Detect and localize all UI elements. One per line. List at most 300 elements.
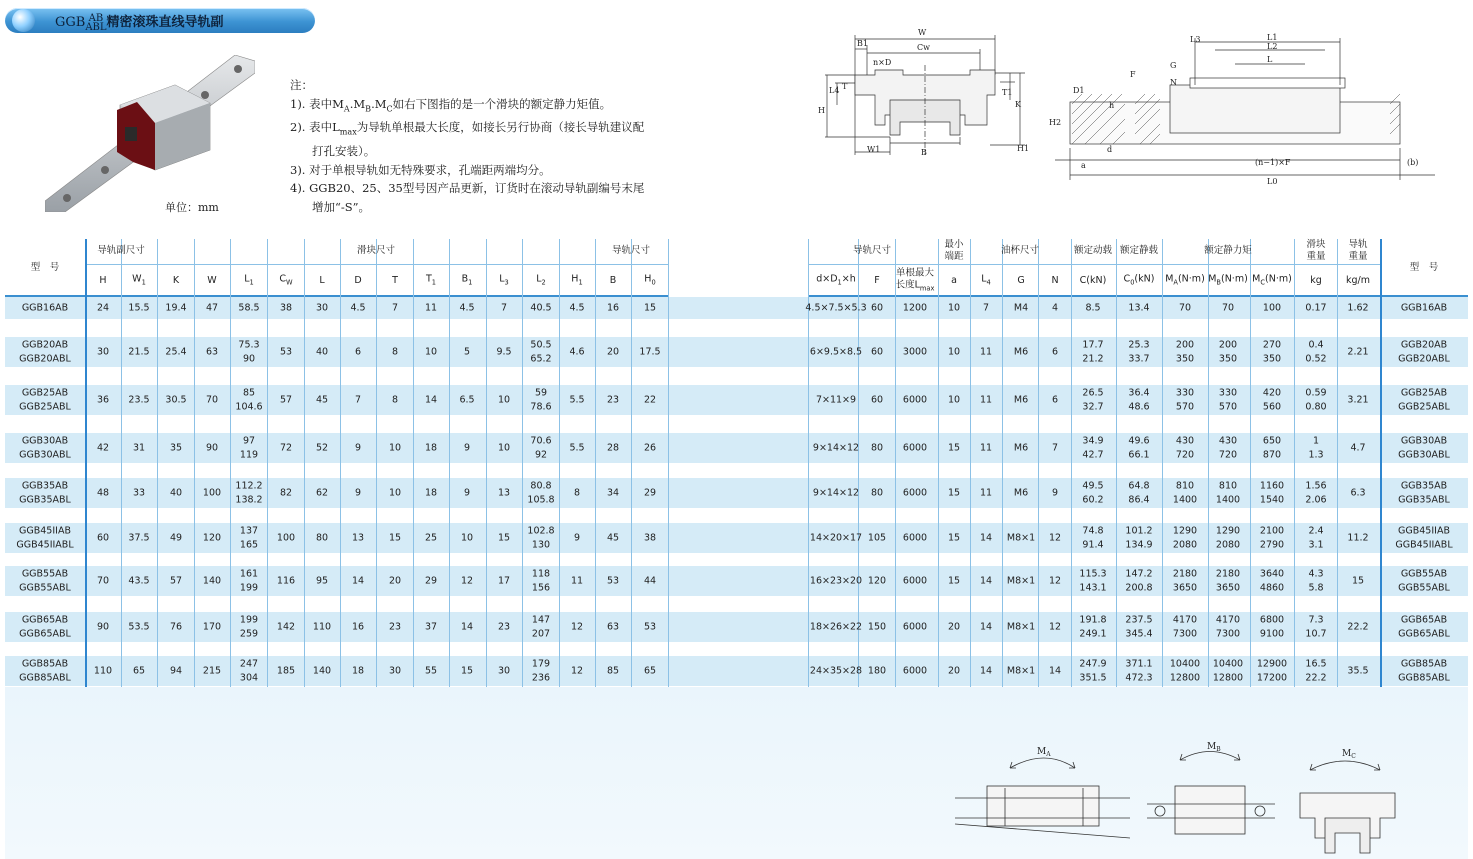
- table-cell-h: 90: [96, 621, 110, 633]
- notes-heading: 注：: [290, 78, 313, 92]
- header-static-load: 额定静载: [1119, 245, 1159, 256]
- table-cell-model_r: GGB35AB GGB35ABL: [1398, 480, 1450, 505]
- table-cell-a: 15: [947, 532, 961, 544]
- table-cell-l4: 14: [979, 665, 993, 677]
- table-cell-mc: 420 560: [1262, 387, 1282, 412]
- table-cell-model: GGB30AB GGB30ABL: [19, 435, 71, 460]
- table-cell-dd: 16×23×20: [809, 575, 863, 587]
- table-cell-model_r: GGB65AB GGB65ABL: [1398, 614, 1450, 639]
- cross-section-drawing: [815, 25, 1035, 165]
- table-cell-l4: 14: [979, 575, 993, 587]
- table-row-band: [5, 523, 1468, 553]
- table-cell-lmax: 6000: [902, 487, 928, 499]
- table-cell-k: 57: [169, 575, 183, 587]
- column-header-c0: $C_0(kN)$: [1123, 273, 1155, 287]
- table-cell-cw: 72: [279, 442, 293, 454]
- table-cell-b1: 6.5: [459, 394, 475, 406]
- table-cell-mb: 1290 2080: [1215, 525, 1241, 550]
- column-header-d: D: [354, 275, 362, 286]
- table-cell-cw: 82: [279, 487, 293, 499]
- table-cell-mb: 70: [1221, 302, 1235, 314]
- table-cell-t: 15: [388, 532, 402, 544]
- table-cell-a: 10: [947, 394, 961, 406]
- table-cell-kg: 1 1.3: [1308, 435, 1324, 460]
- table-cell-l2: 59 78.6: [530, 387, 552, 412]
- table-cell-l2: 118 156: [531, 568, 551, 593]
- table-cell-cw: 38: [279, 302, 293, 314]
- table-cell-w1: 33: [132, 487, 146, 499]
- drawing-label-t1: T1: [1002, 88, 1013, 97]
- table-cell-lmax: 3000: [902, 346, 928, 358]
- table-column-rule: [668, 239, 669, 687]
- table-cell-c: 26.5 32.7: [1082, 387, 1104, 412]
- table-cell-b1: 5: [463, 346, 471, 358]
- table-cell-n: 6: [1051, 346, 1059, 358]
- table-cell-l1: 199 259: [239, 614, 259, 639]
- table-cell-kg: 7.3 10.7: [1305, 614, 1327, 639]
- table-cell-h0: 26: [643, 442, 657, 454]
- table-cell-h0: 38: [643, 532, 657, 544]
- table-cell-a: 10: [947, 302, 961, 314]
- table-cell-ma: 200 350: [1175, 339, 1195, 364]
- table-cell-l: 52: [315, 442, 329, 454]
- table-cell-c0: 13.4: [1128, 302, 1150, 314]
- header-min-end: 最小 端距: [944, 239, 964, 262]
- table-cell-l1: 75.3 90: [238, 339, 260, 364]
- table-cell-h0: 15: [643, 302, 657, 314]
- table-cell-l: 80: [315, 532, 329, 544]
- table-cell-kg: 2.4 3.1: [1308, 525, 1324, 550]
- table-cell-dd: 9×14×12: [812, 487, 860, 499]
- header-block: 滑块尺寸: [356, 245, 396, 256]
- table-row-band: [5, 297, 1468, 319]
- drawing-label-cw: Cw: [917, 43, 930, 52]
- table-cell-h1: 11: [570, 575, 584, 587]
- notes-block: [290, 76, 670, 216]
- table-cell-c: 49.5 60.2: [1082, 480, 1104, 505]
- table-cell-kg: 0.4 0.52: [1305, 339, 1327, 364]
- drawing-label-b1: B1: [857, 39, 868, 48]
- column-header-b1: $B_1$: [461, 273, 473, 287]
- table-cell-h0: 65: [643, 665, 657, 677]
- column-header-w1: $W_1$: [132, 273, 146, 287]
- table-cell-w: 215: [202, 665, 222, 677]
- column-header-t: T: [392, 275, 398, 286]
- drawing-label-w: W: [918, 28, 927, 37]
- column-header-l2: $L_2$: [536, 273, 546, 287]
- table-column-rule: [85, 239, 87, 687]
- table-cell-ma: 330 570: [1175, 387, 1195, 412]
- table-cell-mc: 6800 9100: [1259, 614, 1285, 639]
- table-cell-n: 12: [1048, 621, 1062, 633]
- column-header-dxd1xh: $d\times D_1\times h$: [816, 273, 856, 287]
- table-cell-lmax: 1200: [902, 302, 928, 314]
- table-cell-model: GGB25AB GGB25ABL: [19, 387, 71, 412]
- table-column-rule: [449, 239, 450, 687]
- table-cell-h: 24: [96, 302, 110, 314]
- column-header-ma: $M_A(N\cdot m)$: [1165, 273, 1205, 287]
- table-cell-d: 16: [351, 621, 365, 633]
- drawing-label-nxd: n×D: [873, 58, 892, 67]
- table-cell-c: 17.7 21.2: [1082, 339, 1104, 364]
- header-rail-2: 导轨尺寸: [852, 245, 892, 256]
- table-cell-h0: 44: [643, 575, 657, 587]
- table-cell-w1: 43.5: [128, 575, 150, 587]
- table-cell-b: 85: [606, 665, 620, 677]
- table-cell-f: 80: [870, 442, 884, 454]
- table-cell-ma: 4170 7300: [1172, 614, 1198, 639]
- table-column-rule: [1337, 239, 1338, 687]
- title-prefix: GGB: [55, 15, 86, 30]
- table-cell-k: 30.5: [165, 394, 187, 406]
- table-cell-c0: 49.6 66.1: [1128, 435, 1150, 460]
- table-cell-lmax: 6000: [902, 575, 928, 587]
- table-cell-lmax: 6000: [902, 442, 928, 454]
- table-column-rule: [413, 239, 414, 687]
- table-cell-lmax: 6000: [902, 621, 928, 633]
- table-cell-t1: 18: [424, 487, 438, 499]
- table-cell-w1: 23.5: [128, 394, 150, 406]
- table-cell-lmax: 6000: [902, 394, 928, 406]
- table-cell-mb: 4170 7300: [1215, 614, 1241, 639]
- table-cell-ma: 70: [1178, 302, 1192, 314]
- table-cell-t1: 37: [424, 621, 438, 633]
- header-model: 型 号: [30, 262, 60, 273]
- table-cell-f: 60: [870, 346, 884, 358]
- table-cell-mc: 12900 17200: [1256, 658, 1288, 683]
- table-cell-dd: 14×20×17: [809, 532, 863, 544]
- table-cell-kgm: 15: [1351, 575, 1365, 587]
- table-cell-ma: 10400 12800: [1169, 658, 1201, 683]
- table-cell-b: 34: [606, 487, 620, 499]
- table-cell-w: 63: [205, 346, 219, 358]
- drawing-label-h2: H2: [1049, 118, 1062, 127]
- table-cell-g: M6: [1013, 487, 1029, 499]
- table-cell-f: 120: [867, 575, 887, 587]
- table-cell-h1: 4.5: [569, 302, 585, 314]
- header-block-weight: 滑块 重量: [1306, 239, 1326, 262]
- table-cell-l4: 14: [979, 621, 993, 633]
- table-cell-c: 191.8 249.1: [1079, 614, 1107, 639]
- table-cell-kg: 0.59 0.80: [1305, 387, 1327, 412]
- table-cell-model: GGB16AB: [21, 302, 69, 314]
- table-cell-h: 36: [96, 394, 110, 406]
- table-cell-l2: 147 207: [531, 614, 551, 639]
- column-header-a: a: [951, 275, 957, 286]
- table-cell-h1: 9: [573, 532, 581, 544]
- table-cell-t: 10: [388, 442, 402, 454]
- table-cell-b: 23: [606, 394, 620, 406]
- drawing-label-h-small: h: [1109, 101, 1115, 110]
- table-cell-b1: 14: [460, 621, 474, 633]
- table-cell-g: M6: [1013, 346, 1029, 358]
- table-cell-dd: 4.5×7.5×5.3: [805, 302, 867, 314]
- table-cell-l1: 161 199: [239, 568, 259, 593]
- table-cell-c0: 101.2 134.9: [1125, 525, 1153, 550]
- table-cell-l4: 11: [979, 394, 993, 406]
- table-row-band: [5, 612, 1468, 642]
- unit-label: 单位：mm: [165, 201, 219, 214]
- table-cell-f: 80: [870, 487, 884, 499]
- table-cell-l1: 137 165: [239, 525, 259, 550]
- table-cell-a: 20: [947, 665, 961, 677]
- column-header-g: G: [1017, 275, 1025, 286]
- moment-mc-label: $M_C$: [1342, 749, 1356, 760]
- title-suffix-bottom: ABL: [85, 21, 107, 33]
- table-cell-l2: 40.5: [530, 302, 552, 314]
- table-cell-h1: 5.5: [569, 442, 585, 454]
- table-cell-b: 53: [606, 575, 620, 587]
- note-3: 3). 对于单根导轨如无特殊要求，孔端距两端均分。: [290, 162, 551, 177]
- drawing-label-l4: L4: [829, 86, 840, 95]
- table-cell-b: 45: [606, 532, 620, 544]
- header-dynamic-load: 额定动载: [1073, 245, 1113, 256]
- table-column-rule: [376, 239, 377, 687]
- table-cell-c0: 36.4 48.6: [1128, 387, 1150, 412]
- table-cell-mb: 810 1400: [1215, 480, 1241, 505]
- table-cell-mb: 330 570: [1218, 387, 1238, 412]
- table-cell-l3: 15: [497, 532, 511, 544]
- column-header-f: F: [874, 275, 880, 286]
- table-cell-l1: 58.5: [238, 302, 260, 314]
- column-header-cw: $C_W$: [279, 273, 293, 287]
- table-cell-c: 247.9 351.5: [1079, 658, 1107, 683]
- table-row-band: [5, 337, 1468, 367]
- table-cell-f: 180: [867, 665, 887, 677]
- table-cell-mc: 3640 4860: [1259, 568, 1285, 593]
- table-cell-w: 120: [202, 532, 222, 544]
- table-cell-b1: 15: [460, 665, 474, 677]
- table-cell-g: M8×1: [1006, 621, 1036, 633]
- table-column-rule: [938, 239, 939, 687]
- table-cell-l2: 70.6 92: [530, 435, 552, 460]
- drawing-label-d1: D1: [1073, 86, 1085, 95]
- moment-mc-diagram: [1300, 761, 1395, 853]
- table-cell-c: 74.8 91.4: [1082, 525, 1104, 550]
- table-cell-mc: 1160 1540: [1259, 480, 1285, 505]
- table-cell-mb: 2180 3650: [1215, 568, 1241, 593]
- table-cell-model_r: GGB85AB GGB85ABL: [1398, 658, 1450, 683]
- table-cell-d: 14: [351, 575, 365, 587]
- table-cell-model: GGB55AB GGB55ABL: [19, 568, 71, 593]
- table-cell-d: 9: [354, 442, 362, 454]
- table-cell-k: 25.4: [165, 346, 187, 358]
- table-cell-c0: 25.3 33.7: [1128, 339, 1150, 364]
- table-cell-ma: 430 720: [1175, 435, 1195, 460]
- table-cell-t: 23: [388, 621, 402, 633]
- table-cell-c: 115.3 143.1: [1079, 568, 1107, 593]
- column-header-kg: kg: [1310, 275, 1322, 286]
- drawing-label-h1: H1: [1017, 144, 1030, 153]
- table-cell-model_r: GGB55AB GGB55ABL: [1398, 568, 1450, 593]
- table-cell-l: 45: [315, 394, 329, 406]
- table-cell-g: M6: [1013, 442, 1029, 454]
- table-cell-h: 70: [96, 575, 110, 587]
- table-cell-t: 20: [388, 575, 402, 587]
- note-4: 4). GGB20、25、35型号因产品更新，订货时在滚动导轨副编号末尾: [290, 181, 645, 196]
- column-header-b: B: [609, 275, 617, 286]
- table-cell-ma: 810 1400: [1172, 480, 1198, 505]
- table-cell-kgm: 4.7: [1350, 442, 1366, 454]
- table-column-rule: [1250, 239, 1251, 687]
- table-cell-h: 60: [96, 532, 110, 544]
- table-cell-mb: 10400 12800: [1212, 658, 1244, 683]
- table-cell-dd: 9×14×12: [812, 442, 860, 454]
- column-header-mb: $M_B(N\cdot m)$: [1208, 273, 1248, 287]
- table-cell-d: 4.5: [350, 302, 366, 314]
- table-cell-model_r: GGB16AB: [1400, 302, 1448, 314]
- table-cell-mc: 100: [1262, 302, 1282, 314]
- drawing-label-t: T: [842, 82, 848, 91]
- table-column-rule: [1002, 239, 1003, 687]
- table-column-rule: [230, 239, 231, 687]
- table-cell-w: 140: [202, 575, 222, 587]
- moment-mb-label: $M_B$: [1207, 742, 1221, 753]
- drawing-label-nf: (n−1)×F: [1255, 158, 1291, 167]
- table-cell-t1: 11: [424, 302, 438, 314]
- table-cell-l: 110: [312, 621, 332, 633]
- header-bottom-rule: [808, 295, 1468, 297]
- table-cell-l3: 23: [497, 621, 511, 633]
- table-cell-h: 48: [96, 487, 110, 499]
- table-cell-ma: 1290 2080: [1172, 525, 1198, 550]
- table-cell-dd: 7×11×9: [815, 394, 857, 406]
- table-cell-t1: 55: [424, 665, 438, 677]
- moment-diagrams: [955, 738, 1415, 856]
- table-cell-h1: 8: [573, 487, 581, 499]
- table-cell-f: 60: [870, 302, 884, 314]
- table-column-rule: [1294, 239, 1295, 687]
- table-cell-cw: 100: [276, 532, 296, 544]
- table-cell-k: 94: [169, 665, 183, 677]
- drawing-label-a: a: [1081, 161, 1086, 170]
- table-cell-g: M8×1: [1006, 665, 1036, 677]
- table-cell-t1: 18: [424, 442, 438, 454]
- page-title: [55, 11, 224, 32]
- table-cell-k: 76: [169, 621, 183, 633]
- table-cell-a: 15: [947, 487, 961, 499]
- table-cell-l2: 179 236: [531, 658, 551, 683]
- table-cell-a: 20: [947, 621, 961, 633]
- table-cell-g: M8×1: [1006, 575, 1036, 587]
- table-cell-t: 8: [391, 394, 399, 406]
- table-cell-d: 9: [354, 487, 362, 499]
- table-cell-ma: 2180 3650: [1172, 568, 1198, 593]
- table-cell-l3: 7: [500, 302, 508, 314]
- table-cell-kgm: 6.3: [1350, 487, 1366, 499]
- table-column-rule: [1038, 239, 1039, 687]
- table-cell-d: 7: [354, 394, 362, 406]
- table-cell-b: 16: [606, 302, 620, 314]
- column-header-l1: $L_1$: [244, 273, 254, 287]
- table-cell-b: 63: [606, 621, 620, 633]
- table-cell-model_r: GGB20AB GGB20ABL: [1398, 339, 1450, 364]
- table-cell-t1: 25: [424, 532, 438, 544]
- table-row-band: [5, 656, 1468, 686]
- table-column-rule: [1208, 239, 1209, 687]
- table-cell-l4: 11: [979, 346, 993, 358]
- table-cell-mc: 2100 2790: [1259, 525, 1285, 550]
- drawing-label-n: N: [1170, 78, 1177, 87]
- drawing-label-l: L: [1267, 55, 1273, 64]
- table-cell-kgm: 22.2: [1347, 621, 1369, 633]
- header-rail-pair: 导轨副尺寸: [97, 245, 145, 256]
- table-cell-c: 8.5: [1085, 302, 1101, 314]
- table-cell-g: M6: [1013, 394, 1029, 406]
- table-cell-model: GGB20AB GGB20ABL: [19, 339, 71, 364]
- table-cell-kg: 1.56 2.06: [1305, 480, 1327, 505]
- table-row-band: [5, 433, 1468, 463]
- table-cell-c0: 371.1 472.3: [1125, 658, 1153, 683]
- table-cell-d: 18: [351, 665, 365, 677]
- table-column-rule: [1071, 239, 1072, 687]
- table-cell-cw: 185: [276, 665, 296, 677]
- drawing-label-b: B: [921, 148, 927, 157]
- table-cell-kgm: 11.2: [1347, 532, 1369, 544]
- table-cell-n: 4: [1051, 302, 1059, 314]
- table-cell-a: 10: [947, 346, 961, 358]
- table-column-rule: [522, 239, 523, 687]
- table-cell-h: 110: [93, 665, 113, 677]
- table-cell-n: 6: [1051, 394, 1059, 406]
- table-cell-l3: 13: [497, 487, 511, 499]
- table-cell-k: 40: [169, 487, 183, 499]
- table-cell-cw: 142: [276, 621, 296, 633]
- table-column-rule: [157, 239, 158, 687]
- table-cell-cw: 116: [276, 575, 296, 587]
- table-cell-kgm: 35.5: [1347, 665, 1369, 677]
- table-cell-model: GGB65AB GGB65ABL: [19, 614, 71, 639]
- table-cell-w: 90: [205, 442, 219, 454]
- column-header-k: K: [172, 275, 180, 286]
- drawing-label-w1: W1: [867, 145, 881, 154]
- table-cell-l: 40: [315, 346, 329, 358]
- table-cell-l2: 102.8 130: [527, 525, 555, 550]
- header-bottom-rule: [5, 295, 668, 297]
- table-cell-l: 140: [312, 665, 332, 677]
- table-cell-cw: 53: [279, 346, 293, 358]
- column-header-n: N: [1051, 275, 1059, 286]
- table-cell-lmax: 6000: [902, 532, 928, 544]
- table-column-rule: [559, 239, 560, 687]
- column-header-h: H: [99, 275, 107, 286]
- table-cell-l: 95: [315, 575, 329, 587]
- drawing-label-b-paren: (b): [1407, 158, 1419, 167]
- table-column-rule: [121, 239, 122, 687]
- table-cell-w1: 15.5: [128, 302, 150, 314]
- table-cell-l: 30: [315, 302, 329, 314]
- column-header-mc: $M_C(N\cdot m)$: [1252, 273, 1292, 287]
- table-cell-dd: 24×35×28: [809, 665, 863, 677]
- table-cell-n: 7: [1051, 442, 1059, 454]
- table-cell-b1: 9: [463, 442, 471, 454]
- table-cell-cw: 57: [279, 394, 293, 406]
- drawing-label-l3: L3: [1190, 35, 1201, 44]
- table-cell-n: 12: [1048, 532, 1062, 544]
- table-cell-k: 49: [169, 532, 183, 544]
- table-cell-t: 10: [388, 487, 402, 499]
- table-cell-b1: 10: [460, 532, 474, 544]
- table-cell-dd: 18×26×22: [809, 621, 863, 633]
- header-model-right: 型 号: [1409, 262, 1439, 273]
- table-column-rule: [486, 239, 487, 687]
- table-row-band: [5, 478, 1468, 508]
- table-cell-l1: 247 304: [239, 658, 259, 683]
- table-cell-f: 60: [870, 394, 884, 406]
- column-header-kgm: kg/m: [1346, 275, 1370, 286]
- table-cell-h1: 5.5: [569, 394, 585, 406]
- table-cell-l3: 10: [497, 394, 511, 406]
